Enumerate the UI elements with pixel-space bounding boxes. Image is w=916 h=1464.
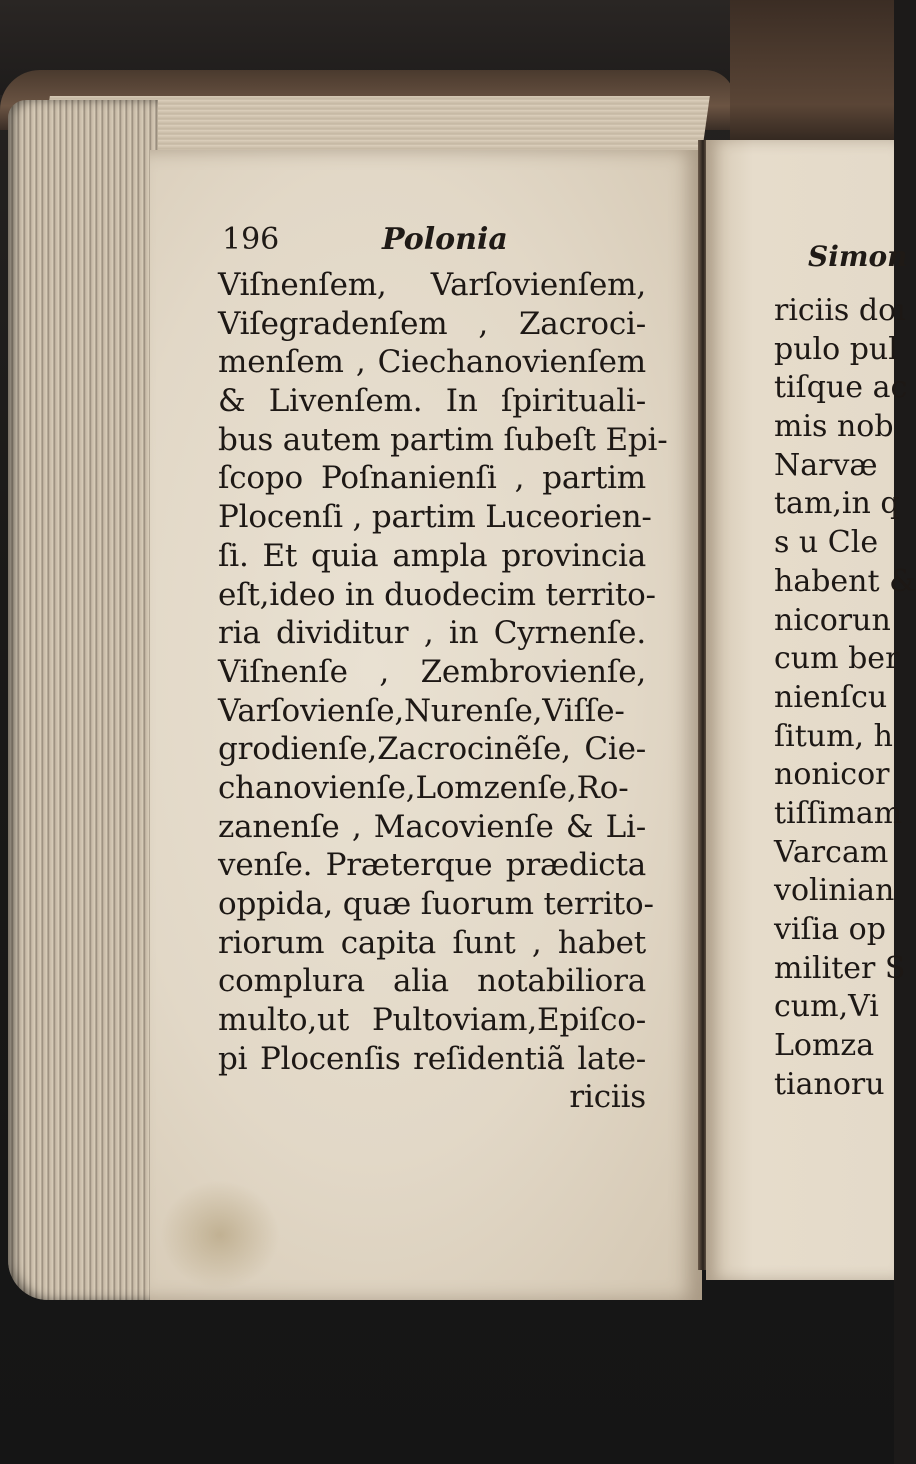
left-page-text (218, 266, 668, 1117)
text-line-partial: pulo pul (774, 331, 898, 367)
text-line: Viſnenſem, Varſovienſem, (218, 267, 646, 303)
page-edges-side (8, 100, 158, 1300)
text-line: grodienſe,Zacrocinẽſe, Cie- (218, 731, 646, 768)
text-line-partial: cum,Vi (774, 989, 879, 1025)
text-line-partial: nienſcu (774, 679, 888, 715)
text-line: zanenſe , Macovienſe & Li- (218, 808, 646, 845)
text-line-partial: tiſque ac (774, 370, 908, 406)
page-number: 196 (222, 222, 280, 257)
text-line-partial: cum ber (774, 641, 900, 677)
text-line-partial: tianoru (774, 1066, 885, 1102)
right-running-head: Simon (808, 240, 908, 273)
text-line-partial: nonicor (774, 757, 890, 793)
text-line: ria dividitur , in Cyrnenſe. (218, 615, 646, 652)
catchword: riciis (569, 1079, 646, 1116)
text-line: ſcopo Poſnanienſi , partim (218, 460, 646, 497)
page-stain (160, 1180, 280, 1290)
text-line: complura alia notabiliora (218, 963, 646, 1000)
text-line-partial: mis nob (774, 409, 894, 445)
text-line: oppida, quæ ſuorum territo- (218, 886, 654, 922)
text-line-partial: habent & (774, 563, 916, 599)
text-line-partial: s u Cle (774, 525, 879, 561)
right-page-text (774, 292, 914, 1104)
text-line: & Livenſem. In ſpirituali- (218, 383, 646, 420)
adjacent-cover (730, 0, 894, 150)
text-line-partial: tam,in q (774, 486, 900, 522)
text-line: pi Plocenſis reſidentiã late- (218, 1040, 646, 1077)
text-line-partial: riciis doı (774, 293, 906, 328)
text-line: ſi. Et quia ampla provincia (218, 537, 646, 574)
text-line: eſt,ideo in duodecim territo- (218, 576, 656, 613)
running-head: Polonia (382, 222, 508, 257)
text-line: Varſovienſe,Nurenſe,Viſſe- (218, 692, 625, 729)
text-line: venſe. Præterque prædicta (218, 847, 646, 884)
text-line: riorum capita ſunt , habet (218, 924, 646, 961)
text-line: Plocenſi , partim Luceorien- (218, 499, 652, 536)
text-line: chanovienſe,Lomzenſe,Ro- (218, 769, 629, 806)
text-line-partial: ſitum, h (774, 718, 893, 754)
text-line: Viſegradenſem , Zacroci- (218, 305, 646, 342)
text-line-partial: nicorun (774, 602, 891, 638)
text-line-partial: viſia op (774, 912, 886, 947)
text-line: menſem , Ciechanovienſem (218, 344, 646, 381)
text-line-partial: tiſſimam (774, 795, 903, 831)
text-line-partial: Lomza (774, 1028, 875, 1064)
text-line: bus autem partim ſubeſt Epi- (218, 421, 668, 458)
text-line: multo,ut Pultoviam,Epiſco- (218, 1002, 646, 1039)
text-line-partial: volinian (774, 873, 895, 909)
text-line: Viſnenſe , Zembrovienſe, (218, 653, 646, 690)
text-line-partial: Narvæ (774, 447, 878, 483)
left-page-header (222, 222, 642, 262)
text-line-partial: Varcam (774, 834, 889, 870)
text-line-partial: militer S (774, 950, 906, 986)
